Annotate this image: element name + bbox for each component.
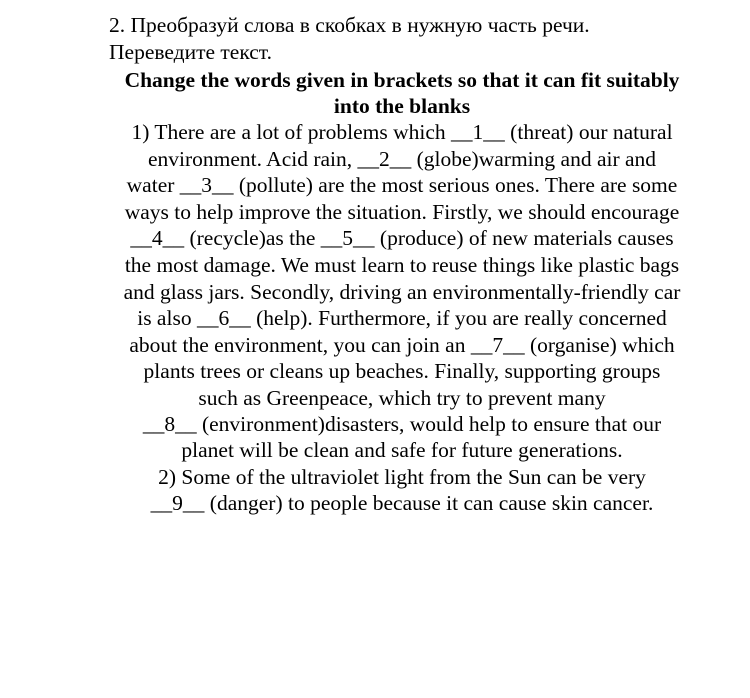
exercise-text-line: about the environment, you can join an __7__ (organise) which <box>129 333 675 357</box>
exercise-text-line: the most damage. We must learn to reuse things like plastic bags <box>124 253 680 277</box>
exercise-text-line: 1) There are a lot of problems which __1__ (threat) our natural <box>131 120 673 144</box>
exercise-text-line: ways to help improve the situation. Firstly, we should encourage <box>124 200 680 224</box>
exercise-text-line: __4__ (recycle)as the __5__ (produce) of new materials causes <box>130 226 674 250</box>
exercise-text-line: water __3__ (pollute) are the most serious ones. There are some <box>126 173 678 197</box>
exercise-text-line: plants trees or cleans up beaches. Finally, supporting groups <box>143 359 661 383</box>
exercise-text-line: such as Greenpeace, which try to prevent many <box>198 386 606 410</box>
exercise-text-line: environment. Acid rain, __2__ (globe)warming and air and <box>147 147 657 171</box>
exercise-text-line: is also __6__ (help). Furthermore, if you are really concerned <box>137 306 667 330</box>
exercise-text-line: 2) Some of the ultraviolet light from the Sun can be very <box>158 465 646 489</box>
exercise-text-line: __8__ (environment)disasters, would help to ensure that our <box>142 412 662 436</box>
task-instruction-line: 2. Преобразуй слова в скобках в нужную часть речи. <box>109 13 590 37</box>
exercise-heading-line: into the blanks <box>333 94 471 118</box>
exercise-heading-line: Change the words given in brackets so that it can fit suitably <box>124 68 680 92</box>
exercise-text-line: planet will be clean and safe for future generations. <box>181 438 623 462</box>
task-instruction-line: Переведите текст. <box>109 40 272 64</box>
exercise-text-line: __9__ (danger) to people because it can cause skin cancer. <box>150 491 654 515</box>
exercise-text-line: and glass jars. Secondly, driving an environmentally-friendly car <box>123 280 681 304</box>
